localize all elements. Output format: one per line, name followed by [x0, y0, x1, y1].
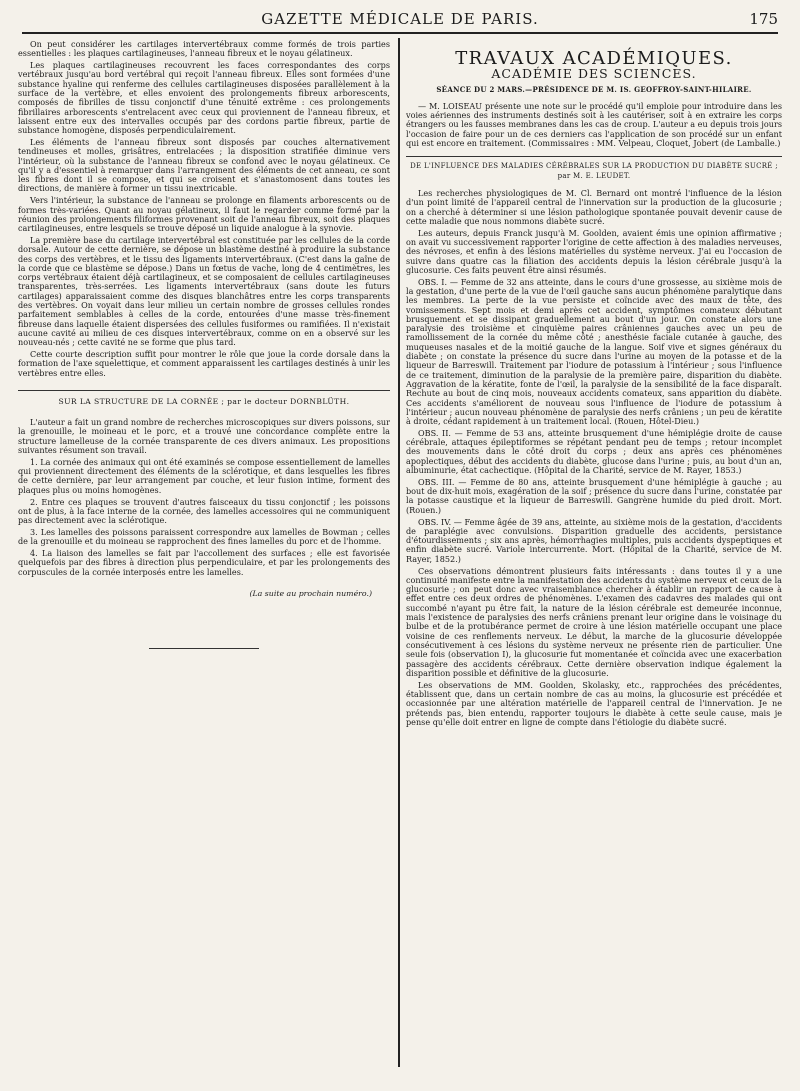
observation: OBS. II. — Femme de 53 ans, atteinte brusquement d'une hémiplégie droite de cause cérébrale, attaques épileptiformes se répétant pendant peu de temps ; retour incomplet des mouvements dans le côté droit du corps ; deux ans après ces phénomènes apoplectiques, début des accidents du diabète, glucose dans l'urine ; puis, au bout d'un an, albuminurie, état cachectique. (Hôpital de la Charité, service de M. Rayer, 1853.): [406, 427, 782, 476]
continuation-note: (La suite au prochain numéro.): [249, 588, 372, 598]
paragraph: L'auteur a fait un grand nombre de recherches microscopiques sur divers poissons, sur la grenouille, le moineau et le porc, et a trouvé une concordance complète entre la structure lamelleuse de la cornée transparente de ces divers animaux. Les propositions suivantes résument son travail.: [18, 417, 390, 456]
paragraph: Ces observations démontrent plusieurs faits intéressants : dans toutes il y a une continuité manifeste entre la manifestation des accidents du système nerveux et ceux de la glucosurie ; on peut donc avec vraisemblance chercher à établir un rapport de cause à effet entre ces deux ordres de phénomènes. L'examen des cadavres des malades qui ont succombé n'ayant pu être fait, la nature de la lésion cérébrale est demeurée inconnue, mais l'existence de paralysies des nerfs crâniens prenant leur origine dans le voisinage du bulbe et de la protubérance permet de croire à une lésion matérielle occupant une place voisine de ces renflements nerveux. Le début, la marche de la glucosurie développée consécutivement à ces lésions du système nerveux ne présente rien de particulier. Une seule fois (observation I), la glucosurie fut momentanée et coïncida avec une exacerbation passagère des accidents cérébraux. Cette dernière observation indique également la disparition possible et définitive de la glucosurie.: [406, 565, 782, 678]
section-title: SUR LA STRUCTURE DE LA CORNÉE ; par le docteur DORNBLÜTH.: [18, 390, 390, 406]
paragraph: Cette courte description suffit pour montrer le rôle que joue la corde dorsale dans la formation de l'axe squelettique, et comment apparaissent les cartilages destinés à unir les vertèbres entre elles.: [18, 349, 390, 378]
paragraph: Les auteurs, depuis Franck jusqu'à M. Goolden, avaient émis une opinion affirmative ; on avait vu successivement rapporter l'origine de cette affection à des maladies nerveuses, des névroses, et enfin à des lésions matérielles du système nerveux. J'ai eu l'occasion de suivre dans quatre cas la filiation des accidents depuis la lésion cérébrale jusqu'à la glucosurie. Ces faits peuvent être ainsi résumés.: [406, 227, 782, 275]
paragraph: 1. La cornée des animaux qui ont été examinés se compose essentiellement de lamelles qui proviennent directement des éléments de la sclérotique, et dans lesquelles les fibres de cette dernière, par leur arrangement par couche, et leur fusion intime, forment des plaques plus ou moins homogènes.: [18, 456, 390, 495]
paragraph: 2. Entre ces plaques se trouvent d'autres faisceaux du tissu conjonctif ; les poissons ont de plus, à la face interne de la cornée, des lamelles accessoires qui ne communiquent pas directement avec la sclérotique.: [18, 496, 390, 526]
paragraph: Vers l'intérieur, la substance de l'anneau se prolonge en filaments arborescents ou de formes très-variées. Quant au noyau gélatineux, il faut le regarder comme formé par la réunion des prolongements filiformes provenant soit de l'anneau fibreux, soit des plaques cartilagineuses, entre lesquels se trouve déposé un liquide analogue à la synovie.: [18, 195, 390, 234]
column-divider: [398, 38, 400, 1067]
section-heading: TRAVAUX ACADÉMIQUES.: [455, 48, 733, 69]
observation: OBS. III. — Femme de 80 ans, atteinte brusquement d'une hémiplégie à gauche ; au bout de dix-huit mois, exagération de la soif ; présence du sucre dans l'urine, constatée par la potasse caustique et la liqueur de Barreswill. Gangrène humide du pied droit. Mort. (Rouen.): [406, 476, 782, 515]
paragraph: Les recherches physiologiques de M. Cl. Bernard ont montré l'influence de la lésion d'un point limité de l'appareil central de l'innervation sur la production de la glucosurie ; on a cherché à déterminer si une lésion pathologique spontanée pouvait devenir cause de cette maladie que nous nommons diabète sucré.: [406, 187, 782, 226]
right-column: [406, 40, 782, 1071]
paragraph: Les plaques cartilagineuses recouvrent les faces correspondantes des corps vertébraux jusqu'au bord vertébral qui reçoit l'anneau fibreux. Elles sont formées d'une substance hyaline qui renferme des cellules cartilagineuses disposées parallèlement à la surface de la vertèbre, et elles envoient des prolongements fibreux arborescents, composés de fibrilles de tissu conjonctif d'une ténuité extrême : ces prolongements fibrillaires arborescents s'entrelacent avec ceux qui proviennent de l'anneau fibreux, et laissent entre eux des intervalles occupés par des cordons partie fibreux, partie de substance homogène, disposés perpendiculairement.: [18, 60, 390, 136]
journal-title: GAZETTE MÉDICALE DE PARIS.: [261, 10, 539, 28]
paragraph: Les observations de MM. Goolden, Skolasky, etc., rapprochées des précédentes, établissent que, dans un certain nombre de cas au moins, la glucosurie est précédée et occasionnée par une altération matérielle de l'appareil central de l'innervation. Je ne prétends pas, bien entendu, rapporter toujours le diabète à cette seule cause, mais je pense qu'elle doit entrer en ligne de compte dans l'étiologie du diabète sucré.: [406, 679, 782, 727]
article-title: DE L'INFLUENCE DES MALADIES CÉRÉBRALES SUR LA PRODUCTION DU DIABÈTE SUCRÉ ; par M. E. LEUDET.: [406, 156, 782, 181]
page-header: [22, 6, 778, 34]
observation: OBS. I. — Femme de 32 ans atteinte, dans le cours d'une grossesse, au sixième mois de la gestation, d'une perte de la vue de l'œil gauche sans aucun phénomène paralytique dans les membres. La perte de la vue persiste et coïncide avec des maux de tête, des vomissements. Sept mois et demi après cet accident, symptômes comateux débutant brusquement et se dissipant graduellement au bout d'un jour. On constate alors une paralysie des troisième et cinquième paires crâniennes gauches avec un peu de ramollissement de la cornée du même côté ; anesthésie faciale cutanée à gauche, des muqueuses nasales et de la moitié gauche de la langue. Soif vive et signes généraux du diabète ; on constate la présence du sucre dans l'urine au moyen de la potasse et de la liqueur de Barreswill. Traitement par l'iodure de potassium à l'intérieur ; sous l'influence de ce traitement, diminution de la paralysie de la première paire, disparition du diabète. Aggravation de la kératite, fonte de l'œil, la paralysie de la sensibilité de la face disparaît. Rechute au bout de cinq mois, nouveaux accidents comateux, sans apparition du diabète. Ces accidents s'améliorent de nouveau sous l'influence de l'iodure de potassium à l'intérieur ; aucun nouveau phénomène de paralysie des nerfs crâniens ; un peu de kératite à droite, cédant rapidement à un traitement local. (Rouen, Hôtel-Dieu.): [406, 276, 782, 427]
paragraph: — M. LOISEAU présente une note sur le procédé qu'il emploie pour introduire dans les voies aériennes des instruments destinés soit à les cautériser, soit à en extraire les corps étrangers ou les fausses membranes dans les cas de croup. L'auteur a eu depuis trois jours l'occasion de faire pour un de ces derniers cas l'application de son procédé sur un enfant qui est encore en traitement. (Commissaires : MM. Velpeau, Cloquet, Jobert (de Lamballe.): [406, 100, 782, 149]
paragraph: 3. Les lamelles des poissons paraissent correspondre aux lamelles de Bowman ; celles de la grenouille et du moineau se rapprochent des fines lamelles du porc et de l'homme.: [18, 526, 390, 547]
section-subheading: ACADÉMIE DES SCIENCES.: [491, 66, 697, 82]
paragraph: La première base du cartilage intervertébral est constituée par les cellules de la corde dorsale. Autour de cette dernière, se dépose un blastème destiné à produire la substance des corps des vertèbres, et le tissu des ligaments intervertébraux. (C'est dans la gaîne de la corde que ce blastème se dépose.) Dans un fœtus de vache, long de 4 centimètres, les corps vertébraux étaient déjà cartilagineux, et se composaient de cellules cartilagineuses transparentes, très-serrées. Les ligaments intervertébraux (sans doute les futurs cartilages) apparaissaient comme des disques blanchâtres entre les corps transparents des vertèbres. On voyait dans leur milieu un certain nombre de grosses cellules rondes parfaitement semblables à celles de la corde, entourées d'une masse très-finement fibreuse dans laquelle étaient dispersées des cellules fusiformes ou ramifiées. Il n'existait aucune cavité au milieu de ces disques intervertébraux, comme on en a observé sur les nouveau-nés ; cette cavité ne se forme que plus tard.: [18, 234, 390, 348]
page-number: 175: [749, 10, 778, 28]
paragraph: 4. La liaison des lamelles se fait par l'accollement des surfaces ; elle est favorisée quelquefois par des fibres à direction plus perpendiculaire, et par les prolongements des corpuscules de la cornée interposés entre les lamelles.: [18, 548, 390, 577]
session-line: SÉANCE DU 2 MARS.—PRÉSIDENCE DE M. IS. GEOFFROY-SAINT-HILAIRE.: [436, 84, 752, 94]
footer-rule: [149, 648, 259, 649]
paragraph: Les éléments de l'anneau fibreux sont disposés par couches alternativement tendineuses et molles, grisâtres, entrelacées ; la disposition stratifiée diminue vers l'intérieur, où la substance de l'anneau fibreux se confond avec le noyau gélatineux. Ce qu'il y a d'essentiel à remarquer dans l'arrangement des éléments de cet anneau, ce sont les fibres dont il se compose, et qui se croisent et s'anastomosent dans toutes les directions, de manière à former un tissu inextricable.: [18, 136, 390, 194]
left-column: [18, 40, 390, 1071]
observation: OBS. IV. — Femme âgée de 39 ans, atteinte, au sixième mois de la gestation, d'accidents de paraplégie avec convulsions. Disparition graduelle des accidents, persistance d'étourdissements ; six ans après, hémorrhagies multiples, puis accidents dyspeptiques et enfin diabète sucré. Variole intercurrente. Mort. (Hôpital de la Charité, service de M. Rayer, 1852.): [406, 516, 782, 564]
paragraph: On peut considérer les cartilages intervertébraux comme formés de trois parties essentielles : les plaques cartilagineuses, l'anneau fibreux et le noyau gélatineux.: [18, 39, 390, 59]
